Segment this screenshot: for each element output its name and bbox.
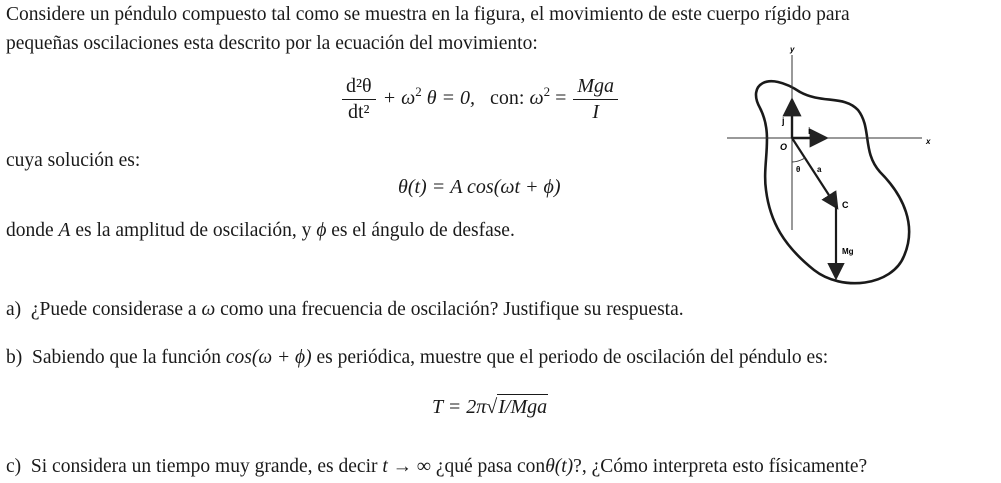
amplitude-text: es la amplitud de oscilación, y [75, 220, 312, 241]
question-b-text-pre: Sabiendo que la función [32, 347, 221, 368]
cos-function: cos(ω + ϕ) [225, 347, 312, 368]
phase-symbol: ϕ [316, 220, 327, 241]
theta-function: θ(t) [545, 456, 574, 477]
limit-expression: t → ∞ [382, 456, 431, 477]
question-a [6, 300, 684, 320]
sqrt-sign: √ [486, 396, 498, 418]
question-c-text-pre: Si considera un tiempo muy grande, es decir [30, 456, 378, 477]
question-c [6, 457, 867, 477]
solution-equation: θ(t) = A cos(ωt + ϕ) [398, 176, 561, 198]
question-b [6, 348, 828, 368]
amplitude-description [6, 221, 515, 241]
omega-symbol: ω [201, 299, 216, 320]
solution-label: cuya solución es: [6, 150, 141, 171]
question-c-text-post: ?, ¿Cómo interpreta esto físicamente? [573, 456, 868, 477]
origin-label: O [780, 142, 788, 152]
label-j: j [782, 116, 785, 126]
omega-definition-fraction [573, 76, 618, 123]
equals-sign: = [555, 87, 567, 110]
phase-text: es el ángulo de desfase. [331, 220, 515, 241]
question-b-text-post: es periódica, muestre que el periodo de oscilación del péndulo es: [316, 347, 829, 368]
second-derivative-fraction [342, 76, 376, 123]
question-a-text-pre: ¿Puede considerase a [30, 299, 197, 320]
intro-line-1: Considere un péndulo compuesto tal como se muestra en la figura, el movimiento de este cuerpo rígido para [6, 4, 850, 25]
intro-line-2: pequeñas oscilaciones esta descrito por la ecuación del movimiento: [6, 33, 538, 54]
label-c: C [842, 200, 849, 210]
y-axis-label: y [790, 45, 795, 54]
superscript-two: 2 [543, 84, 551, 100]
superscript-two: 2 [415, 84, 422, 100]
fraction-denominator: dt² [348, 101, 370, 123]
x-axis-label: x [926, 137, 931, 146]
label-mg: Mg [842, 247, 854, 256]
label-i: i [808, 126, 811, 136]
question-a-text-post: como una frecuencia de oscilación? Justifique su respuesta. [220, 299, 684, 320]
question-marker: a) [6, 299, 22, 320]
theta-equals-zero: θ = 0, [426, 87, 476, 110]
label-theta: θ [796, 165, 801, 174]
amplitude-symbol: A [58, 220, 71, 241]
theta-angle-arc [792, 158, 805, 162]
omega-term: + ω [382, 87, 416, 110]
question-marker: b) [6, 347, 23, 368]
compound-pendulum-figure [722, 40, 937, 295]
equation-of-motion [340, 76, 620, 123]
fraction-numerator: Mga [573, 76, 618, 100]
label-a: a [817, 165, 822, 174]
fraction-numerator: d²θ [342, 76, 376, 100]
fraction-denominator: I [592, 101, 600, 123]
donde-word: donde [6, 220, 54, 241]
con-label: con: [490, 87, 525, 110]
question-c-text-mid: ¿qué pasa con [435, 456, 546, 477]
omega-symbol: ω [529, 87, 544, 110]
sqrt-radicand: I/Mga [498, 396, 548, 418]
rigid-body-outline [756, 81, 909, 283]
period-formula [432, 396, 548, 419]
period-left: T = 2π [432, 396, 487, 418]
question-marker: c) [6, 456, 22, 477]
